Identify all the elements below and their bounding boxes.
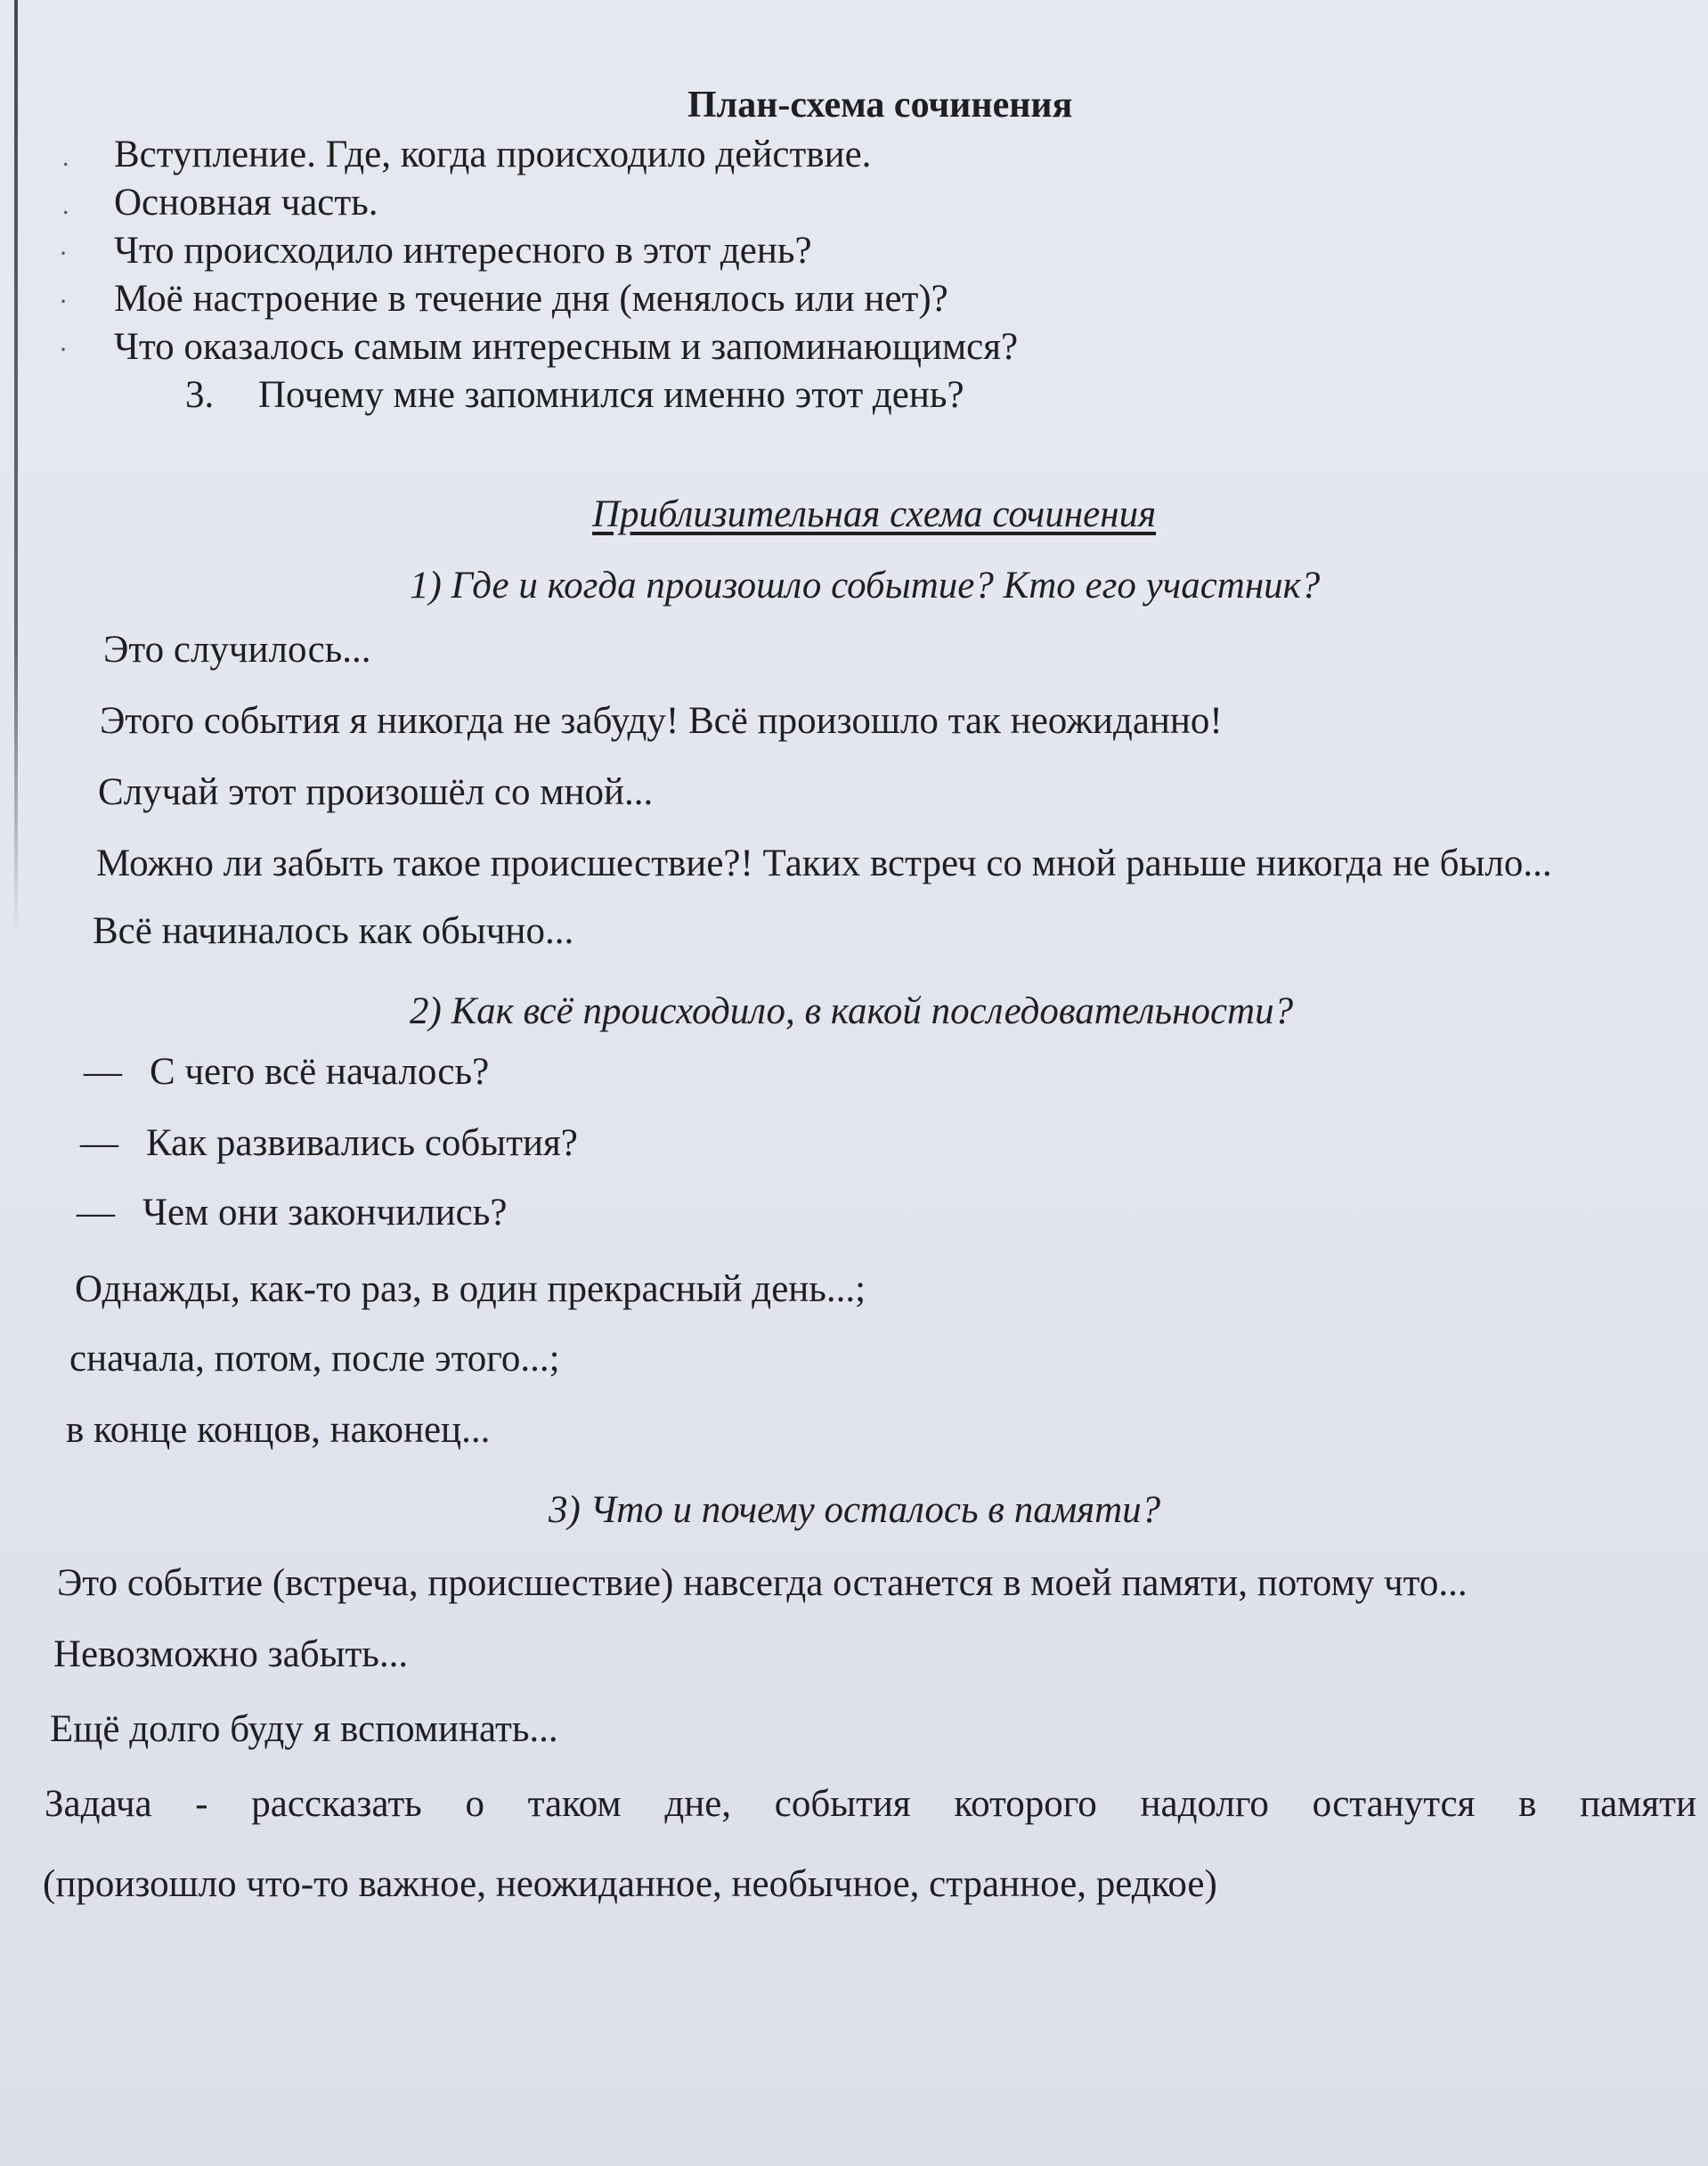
scheme-question: Как развивались события? [146, 1122, 578, 1164]
section-heading: 3) Что и почему осталось в памяти? [549, 1489, 1161, 1531]
plan-item: Моё настроение в течение дня (менялось или нет)? [114, 278, 948, 320]
dash-mark: — [84, 1051, 122, 1093]
bullet-mark: . [62, 191, 69, 220]
plan-item: Что происходило интересного в этот день? [114, 230, 812, 272]
plan-item: Что оказалось самым интересным и запоминающимся? [114, 326, 1019, 368]
bullet-mark: . [62, 142, 69, 172]
plan-title: План-схема сочинения [687, 85, 1073, 126]
task-line-1 [45, 1781, 1696, 1828]
plan-item: Вступление. Где, когда происходило действие. [114, 134, 872, 175]
plan-item-number: 3. [185, 374, 215, 416]
task-word: таком [527, 1783, 622, 1825]
task-word: - [195, 1783, 208, 1825]
plan-item: Почему мне запомнился именно этот день? [258, 374, 964, 416]
dash-mark: — [80, 1122, 118, 1164]
task-word: о [465, 1783, 484, 1825]
section-heading: 1) Где и когда произошло событие? Кто его участник? [410, 565, 1321, 607]
scheme-title: Приблизительная схема сочинения [592, 493, 1157, 535]
scheme-line: Всё начиналось как обычно... [93, 910, 574, 952]
task-word: в [1518, 1783, 1537, 1825]
scheme-line: Это событие (встреча, происшествие) навсегда останется в моей памяти, потому что... [57, 1562, 1468, 1604]
bullet-mark: · [59, 287, 68, 316]
task-word: останутся [1312, 1783, 1476, 1825]
plan-item: Основная часть. [114, 182, 378, 224]
bullet-mark: · [59, 335, 68, 364]
scheme-line: Это случилось... [103, 629, 371, 671]
scheme-line: Этого события я никогда не забуду! Всё произошло так неожиданно! [100, 700, 1223, 742]
task-word: памяти [1580, 1783, 1696, 1825]
scheme-question: Чем они закончились? [142, 1192, 508, 1234]
scheme-line: Случай этот произошёл со мной... [98, 771, 654, 813]
scheme-line: в конце концов, наконец... [66, 1409, 491, 1451]
task-word: дне, [664, 1783, 732, 1825]
task-line-2: (произошло что-то важное, неожиданное, необычное, странное, редкое) [43, 1863, 1217, 1905]
scheme-line: Ещё долго буду я вспоминать... [50, 1708, 558, 1750]
task-word: рассказать [251, 1783, 422, 1825]
section-heading: 2) Как всё происходило, в какой последовательности? [410, 990, 1294, 1032]
scheme-line: Невозможно забыть... [53, 1633, 409, 1675]
dash-mark: — [77, 1192, 115, 1234]
task-word: надолго [1140, 1783, 1269, 1825]
scheme-line: Однажды, как-то раз, в один прекрасный день...; [75, 1268, 866, 1310]
bullet-mark: · [59, 239, 68, 268]
scheme-line: сначала, потом, после этого...; [69, 1338, 560, 1380]
scheme-line: Можно ли забыть такое происшествие?! Таких встреч со мной раньше никогда не было... [96, 843, 1552, 884]
scheme-question: С чего всё началось? [150, 1051, 490, 1093]
page-edge-shadow [14, 0, 18, 935]
task-word: которого [954, 1783, 1097, 1825]
task-word: Задача [45, 1783, 152, 1825]
task-word: события [774, 1783, 911, 1825]
